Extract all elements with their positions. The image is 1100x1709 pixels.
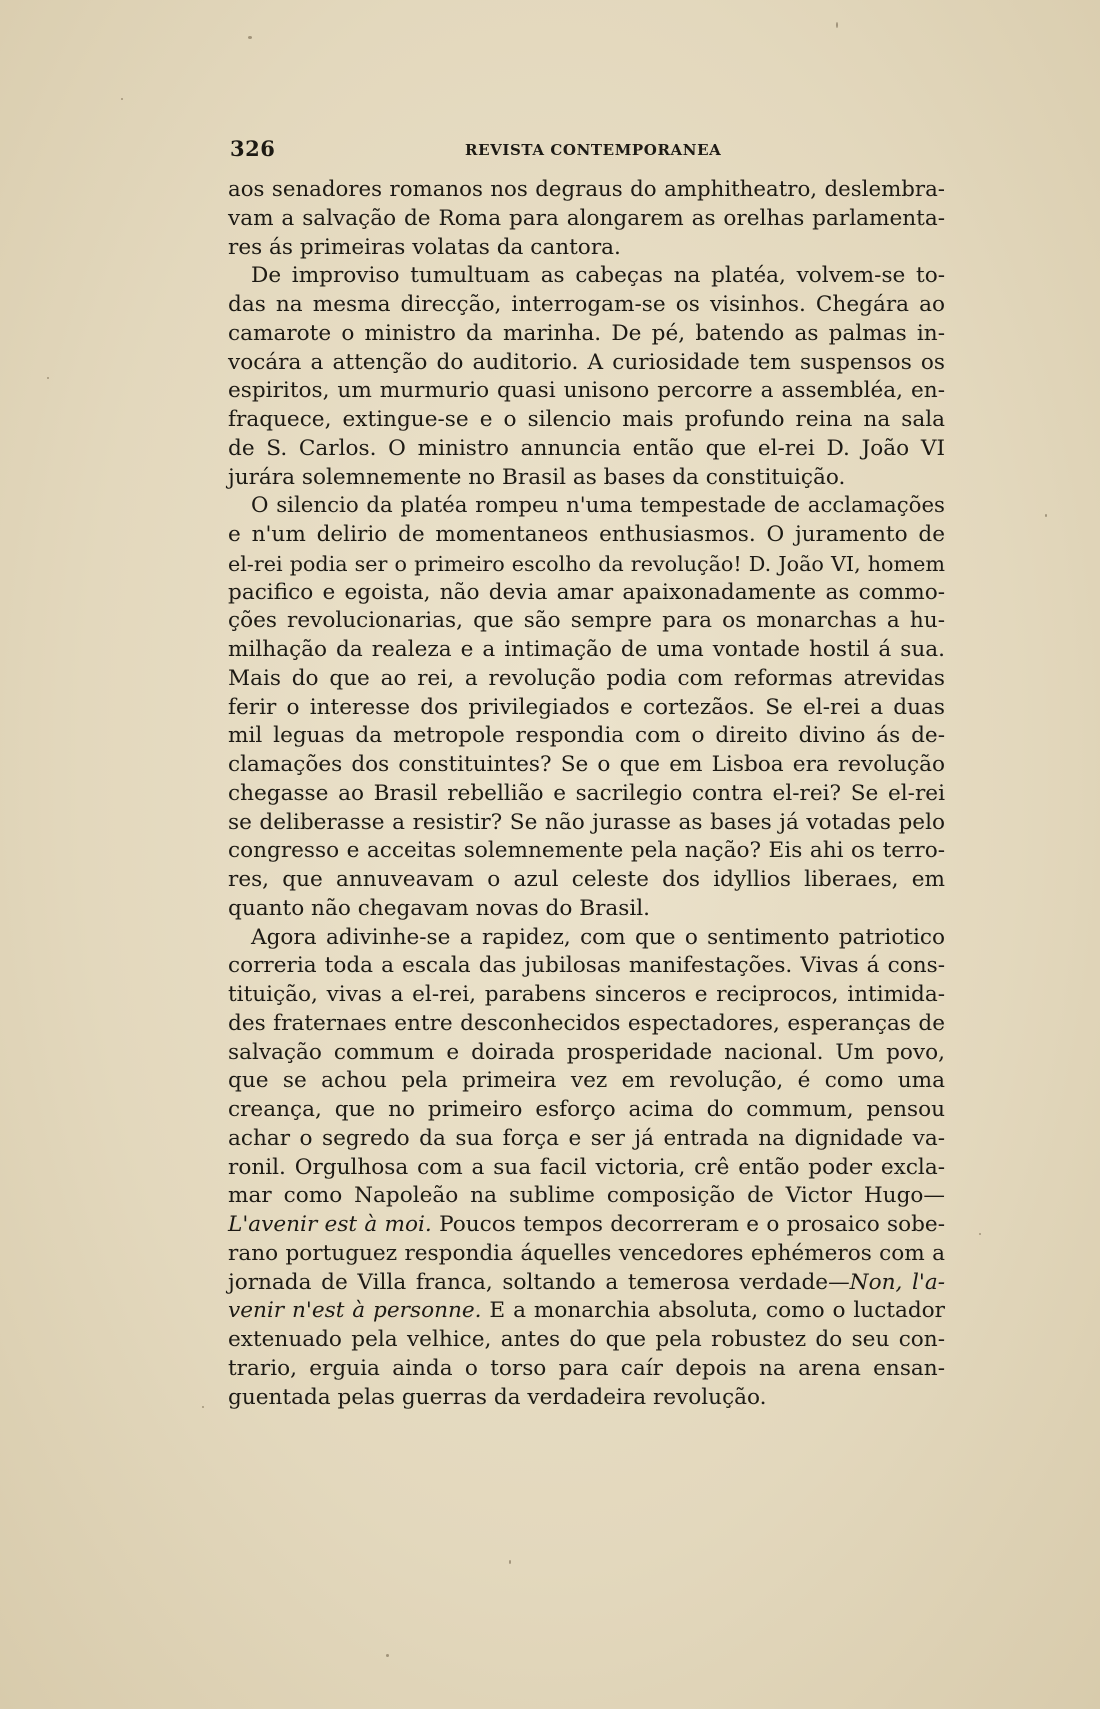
italic-phrase: L'avenir est à moi.: [228, 1212, 432, 1237]
text-line: correria toda a escala das jubilosas manifestações. Vivas á cons-: [228, 953, 945, 979]
text-segment: Poucos tempos decorreram e o prosaico sobe-: [431, 1212, 946, 1237]
text-line: trario, erguia ainda o torso para caír depois na arena ensan-: [228, 1355, 945, 1381]
text-line: se deliberasse a resistir? Se não jurasse as bases já votadas pelo: [228, 809, 945, 835]
running-title: REVISTA CONTEMPORANEA: [465, 141, 722, 159]
text-line: aos senadores romanos nos degraus do amphitheatro, deslembra-: [228, 177, 945, 202]
italic-phrase: venir n'est à personne.: [228, 1298, 482, 1324]
body-text: [228, 176, 945, 1412]
text-line: das na mesma direcção, interrogam-se os visinhos. Chegára ao: [228, 292, 945, 317]
page-header: [230, 136, 940, 166]
text-line: ções revolucionarias, que são sempre para os monarchas a hu-: [228, 608, 945, 634]
text-line: [228, 1269, 945, 1298]
text-line: chegasse ao Brasil rebellião e sacrilegio contra el-rei? Se el-rei: [228, 780, 945, 806]
text-line: el-rei podia ser o primeiro escolho da revolução! D. João VI, homem: [228, 551, 945, 576]
text-line: res, que annuveavam o azul celeste dos idyllios liberaes, em: [228, 867, 945, 892]
text-line: de S. Carlos. O ministro annuncia então que el-rei D. João VI: [228, 435, 945, 461]
text-line: De improviso tumultuam as cabeças na platéa, volvem-se to-: [251, 263, 945, 289]
text-line: guentada pelas guerras da verdadeira revolução.: [228, 1384, 767, 1410]
text-line: jurára solemnemente no Brasil as bases da constituição.: [228, 464, 846, 490]
text-line: achar o segredo da sua força e ser já entrada na dignidade va-: [228, 1125, 945, 1151]
text-line: e n'um delirio de momentaneos enthusiasmos. O juramento de: [228, 522, 945, 547]
text-line: des fraternaes entre desconhecidos espectadores, esperanças de: [228, 1010, 945, 1036]
text-line: O silencio da platéa rompeu n'uma tempestade de acclamações: [251, 493, 945, 519]
text-line: mar como Napoleão na sublime composição de Victor Hugo—: [228, 1183, 945, 1209]
text-line: fraquece, extingue-se e o silencio mais profundo reina na sala: [228, 407, 945, 432]
text-line: milhação da realeza e a intimação de uma vontade hostil á sua.: [228, 637, 945, 662]
text-line: Agora adivinhe-se a rapidez, com que o sentimento patriotico: [251, 924, 945, 950]
text-line: que se achou pela primeira vez em revolução, é como uma: [228, 1068, 945, 1094]
text-line: espiritos, um murmurio quasi unisono percorre a assembléa, en-: [228, 378, 945, 404]
text-line: [228, 1297, 945, 1326]
italic-phrase: Non, l'a-: [849, 1269, 945, 1295]
text-line: clamações dos constituintes? Se o que em Lisboa era revolução: [228, 752, 945, 777]
text-line: congresso e acceitas solemnemente pela nação? Eis ahi os terro-: [228, 838, 945, 864]
text-line: tituição, vivas a el-rei, parabens sinceros e reciprocos, intimida-: [228, 982, 945, 1007]
text-line: salvação commum e doirada prosperidade nacional. Um povo,: [228, 1039, 945, 1065]
text-segment: E a monarchia absoluta, como o luctador: [481, 1298, 945, 1324]
text-line: res ás primeiras volatas da cantora.: [228, 234, 621, 260]
text-line: mil leguas da metropole respondia com o direito divino ás de-: [228, 723, 945, 749]
text-line: ferir o interesse dos privilegiados e cortezãos. Se el-rei a duas: [228, 694, 945, 720]
text-line: rano portuguez respondia áquelles vencedores ephémeros com a: [228, 1240, 945, 1266]
text-line: camarote o ministro da marinha. De pé, batendo as palmas in-: [228, 320, 945, 346]
text-line: vam a salvação de Roma para alongarem as orelhas parlamenta-: [228, 205, 945, 231]
text-line: creança, que no primeiro esforço acima do commum, pensou: [228, 1097, 945, 1122]
page-number: 326: [230, 136, 276, 161]
text-line: pacifico e egoista, não devia amar apaixonadamente as commo-: [228, 579, 945, 605]
text-segment: jornada de Villa franca, soltando a temerosa verdade—: [228, 1269, 850, 1295]
text-line: vocára a attenção do auditorio. A curiosidade tem suspensos os: [228, 349, 945, 375]
text-line: ronil. Orgulhosa com a sua facil victoria, crê então poder excla-: [228, 1154, 945, 1180]
text-line: [228, 1211, 945, 1240]
text-line: quanto não chegavam novas do Brasil.: [228, 895, 651, 921]
text-line: extenuado pela velhice, antes do que pela robustez do seu con-: [228, 1327, 945, 1352]
text-line: Mais do que ao rei, a revolução podia com reformas atrevidas: [228, 665, 945, 691]
